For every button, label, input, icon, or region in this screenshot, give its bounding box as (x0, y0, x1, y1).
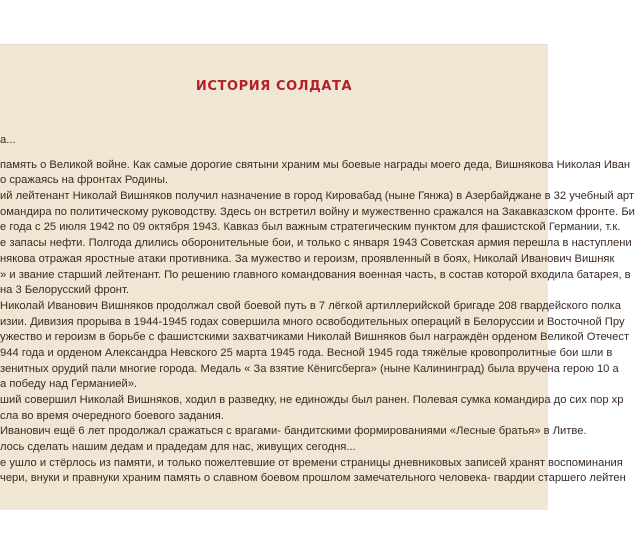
text-line: на 3 Белорусский фронт. (0, 284, 129, 297)
text-line: ший совершил Николай Вишняков, ходил в разведку, не единожды был ранен. Полевая сумка командира до сих пор хр (0, 394, 624, 406)
text-line: зенитных орудий пали многие города. Медаль « За взятие Кёнигсберга» (ныне Калининград) была вручена герою 10 а (0, 362, 619, 375)
text-line: Иванович ещё 6 лет продолжал сражаться с врагами- бандитскими формированиями «Лесные братья» в Литве. (0, 425, 587, 438)
text-line: Николай Иванович Вишняков продолжал свой боевой путь в 7 лёгкой артиллерийской бригаде 208 гвардейского полка (0, 299, 621, 312)
article-panel (0, 44, 635, 512)
text-line: някова отражая яростные атаки противника. За мужество и героизм, проявленный в боях, Николай Иванович Вишняк (0, 252, 615, 265)
text-line: ужество и героизм в борьбе с фашистскими захватчиками Николай Вишняков был награждён орденом Великой Отечест (0, 331, 630, 344)
article-title: ИСТОРИЯ СОЛДАТА (195, 79, 353, 94)
text-line: е года с 25 июля 1942 по 09 октября 1943. Кавказ был важным стратегическим пунктом для фашистской Германии, т.к. (0, 221, 621, 234)
text-line: сла во время очередного боевого задания. (0, 409, 224, 422)
text-line: a... (0, 134, 16, 146)
text-line: изии. Дивизия прорыва в 1944-1945 годах совершила много освободительных операций в Белоруссии и Восточной Пру (0, 315, 625, 328)
text-line: е ушло и стёрлось из памяти, и только пожелтевшие от времени страницы дневниковых записей хранят воспоминания (0, 456, 623, 469)
text-line: о сражаясь на фронтах Родины. (0, 174, 168, 187)
text-line: ий лейтенант Николай Вишняков получил назначение в город Кировабад (ныне Гянжа) в Азербайджане в 32 учебный арт (0, 190, 635, 203)
text-line: лось сделать нашим дедам и прадедам для нас, живущих сегодня... (0, 441, 356, 454)
text-line: память о Великой войне. Как самые дорогие святыни храним мы боевые награды моего деда, Вишнякова Николая Иван (0, 158, 631, 171)
text-line: омандира по политическому руководству. Здесь он встретил войну и мужественно сражался на Закавказском фронте. Би (0, 205, 635, 218)
text-line: » и звание старший лейтенант. По решению главного командования военная часть, в состав которой входила батарея, в (0, 268, 631, 281)
text-line: чери, внуки и правнуки храним память о славном боевом прошлом замечательного человека- гвардии старшего лейтен (0, 472, 626, 485)
page-footer-space (0, 510, 548, 548)
text-line: а победу над Германией». (0, 378, 138, 391)
text-line: е запасы нефти. Полгода длились оборонительные бои, и только с января 1943 Советская армия перешла в наступлени (0, 237, 632, 250)
article-body (0, 133, 635, 487)
text-line: 944 года и орденом Александра Невского 25 марта 1945 года. Весной 1945 года тяжёлые кровопролитные бои шли в (0, 346, 613, 359)
